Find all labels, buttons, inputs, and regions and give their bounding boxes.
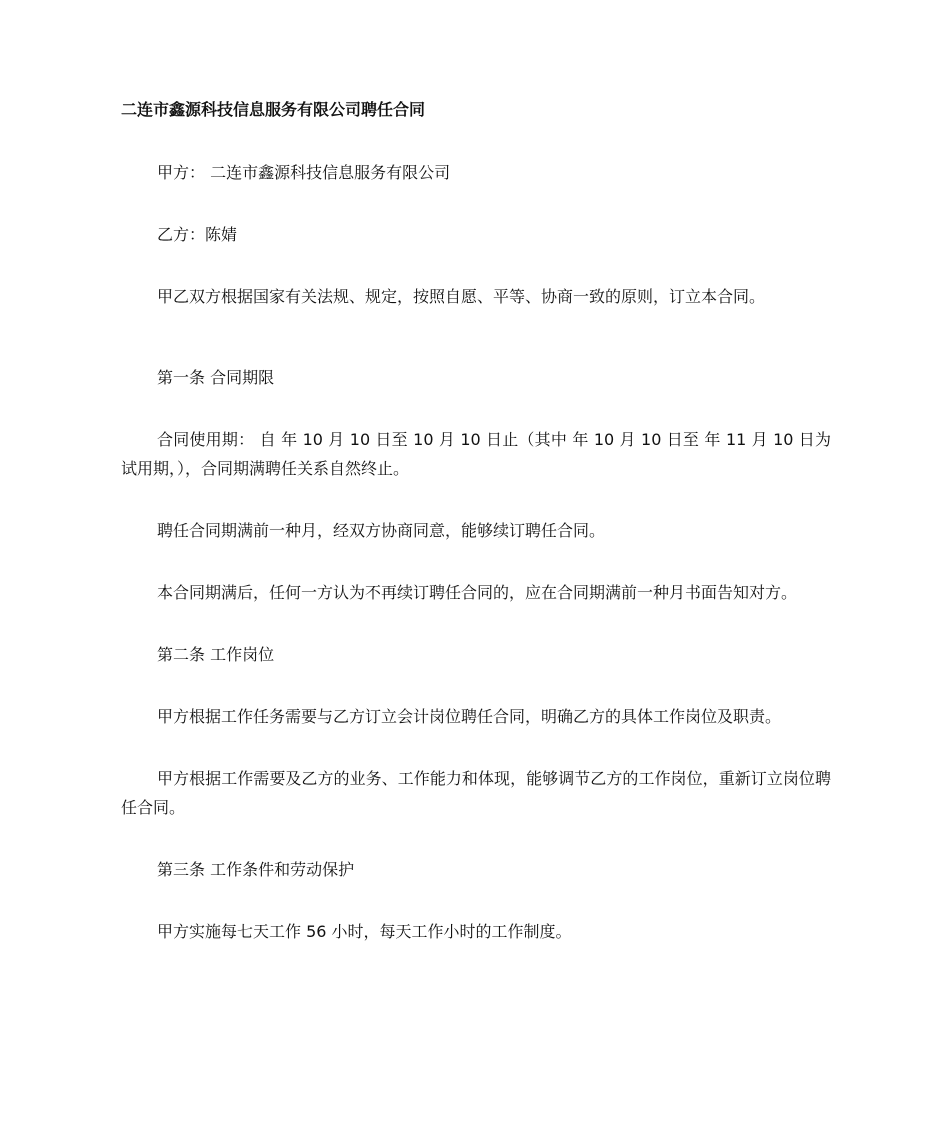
- article-2-paragraph-1: 甲方根据工作任务需要与乙方订立会计岗位聘任合同，明确乙方的具体工作岗位及职责。: [157, 707, 782, 726]
- article-1-paragraph-2: 聘任合同期满前一种月，经双方协商同意，能够续订聘任合同。: [157, 521, 606, 540]
- party-b: 乙方：陈婧: [157, 225, 238, 244]
- article-3-paragraph-1: 甲方实施每七天工作 56 小时，每天工作小时的工作制度。: [157, 922, 572, 941]
- party-a: 甲方： 二连市鑫源科技信息服务有限公司: [157, 163, 451, 182]
- article-2-heading: 第二条 工作岗位: [157, 645, 275, 664]
- article-1-paragraph-3: 本合同期满后，任何一方认为不再续订聘任合同的，应在合同期满前一种月书面告知对方。: [157, 583, 798, 602]
- article-1-paragraph-1: 合同使用期： 自 年 10 月 10 日至 10 月 10 日止（其中 年 10 月 10 日至 年 11 月 10 日为试用期，），合同期满聘任关系自然终止。: [121, 430, 831, 478]
- article-2-paragraph-2: 甲方根据工作需要及乙方的业务、工作能力和体现，能够调节乙方的工作岗位，重新订立岗位聘任合同。: [121, 769, 831, 817]
- article-3-heading: 第三条 工作条件和劳动保护: [157, 860, 355, 879]
- contract-title: 二连市鑫源科技信息服务有限公司聘任合同: [121, 100, 426, 119]
- preamble-paragraph: 甲乙双方根据国家有关法规、规定，按照自愿、平等、协商一致的原则，订立本合同。: [157, 287, 766, 306]
- article-1-heading: 第一条 合同期限: [157, 368, 275, 387]
- document-body: [121, 96, 831, 946]
